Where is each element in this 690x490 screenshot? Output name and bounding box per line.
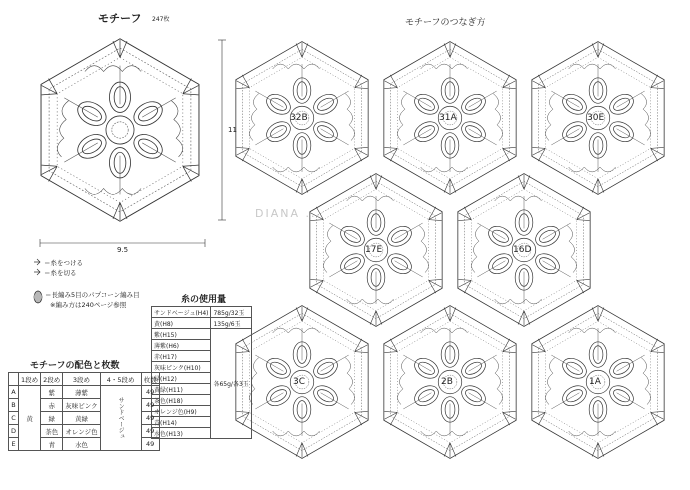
table-header-row — [9, 373, 160, 386]
round3-color: 水色 — [63, 438, 100, 451]
row-id: C — [9, 412, 19, 425]
row-id: D — [9, 425, 19, 438]
round2-color: 赤 — [41, 399, 63, 412]
yarn-amount: 785g/32玉 — [211, 307, 251, 318]
watermark: DIANA ... — [255, 207, 322, 220]
yarn-name: 灰味ピンク(H10) — [152, 362, 211, 373]
yarn-name: 茶色(H18) — [152, 395, 211, 406]
legend-symbols — [34, 259, 42, 303]
yarn-name: オレンジ色(H9) — [152, 406, 211, 417]
round3-color: 黄緑 — [63, 412, 100, 425]
round3-color: オレンジ色 — [63, 425, 100, 438]
yarn-usage-title: 糸の使用量 — [181, 295, 227, 305]
row-id: E — [9, 438, 19, 451]
joining-title: モチーフのつなぎ方 — [405, 18, 486, 28]
motif-label-31A: 31A — [439, 113, 457, 123]
color-combo-table-wrap — [8, 372, 160, 451]
motif-label-1A: 1A — [589, 377, 601, 387]
motif-count: 247枚 — [152, 16, 170, 23]
round3-color: 薄紫 — [63, 386, 100, 399]
joining-diagram — [236, 42, 664, 459]
table-row — [152, 318, 252, 329]
round1-color: 黄 — [19, 386, 41, 451]
height-label: 11 — [228, 126, 237, 134]
motif-label-32B: 32B — [290, 113, 308, 123]
legend-cut-yarn: ＝糸を切る — [44, 269, 77, 277]
legend-popcorn-ref: ※編み方は240ページ参照 — [50, 301, 127, 309]
header-cell: 1段め — [19, 373, 41, 386]
round2-color: 青 — [41, 438, 63, 451]
header-cell: 4・5段め — [100, 373, 141, 386]
round2-color: 茶色 — [41, 425, 63, 438]
row-id: A — [9, 386, 19, 399]
yarn-amount: 135g/6玉 — [211, 318, 251, 329]
motif-count: 49 — [141, 399, 159, 412]
single-motif-diagram — [41, 39, 199, 222]
header-cell: 2段め — [41, 373, 63, 386]
header-cell: 枚数 — [141, 373, 159, 386]
yarn-name: 紫(H15) — [152, 329, 211, 340]
motif-count: 49 — [141, 438, 159, 451]
motif-label-2B: 2B — [441, 377, 453, 387]
round3-color: 灰味ピンク — [63, 399, 100, 412]
width-label: 9.5 — [117, 246, 129, 254]
motif-label-16D: 16D — [513, 245, 532, 255]
table-row — [9, 386, 160, 399]
yarn-name: 赤(H17) — [152, 351, 211, 362]
header-cell — [9, 373, 19, 386]
motif-count: 49 — [141, 412, 159, 425]
attach-yarn-icon — [34, 259, 40, 265]
yarn-usage-table — [151, 306, 252, 439]
motif-label-3C: 3C — [293, 377, 306, 387]
legend-popcorn: ＝長編み5目のパプコーン編み目 — [45, 291, 140, 299]
motif-count: 49 — [141, 386, 159, 399]
color-combo-title: モチーフの配色と枚数 — [30, 361, 120, 371]
motif-label-30E: 30E — [587, 113, 605, 123]
motif-title: モチーフ — [98, 12, 142, 25]
motif-count: 49 — [141, 425, 159, 438]
cut-yarn-icon — [34, 269, 40, 275]
motif-label-17E: 17E — [365, 245, 383, 255]
yarn-name: 水色(H13) — [152, 428, 211, 439]
table-row — [152, 307, 252, 318]
round2-color: 紫 — [41, 386, 63, 399]
yarn-name: 青(H14) — [152, 417, 211, 428]
header-cell: 3段め — [63, 373, 100, 386]
legend-attach-yarn: ＝糸をつける — [44, 259, 83, 267]
table-row — [152, 329, 252, 340]
color-combo-table — [8, 372, 160, 451]
yarn-name: 緑(H12) — [152, 373, 211, 384]
yarn-name: サンドベージュ(H4) — [152, 307, 211, 318]
round45-color: サンドベージュ — [100, 386, 141, 451]
yarn-name: 黄(H8) — [152, 318, 211, 329]
round2-color: 緑 — [41, 412, 63, 425]
yarn-usage-table-wrap — [151, 306, 252, 439]
yarn-shared-amount: 各65g/各3玉 — [211, 329, 251, 439]
yarn-name: 薄紫(H6) — [152, 340, 211, 351]
row-id: B — [9, 399, 19, 412]
yarn-name: 黄緑(H11) — [152, 384, 211, 395]
